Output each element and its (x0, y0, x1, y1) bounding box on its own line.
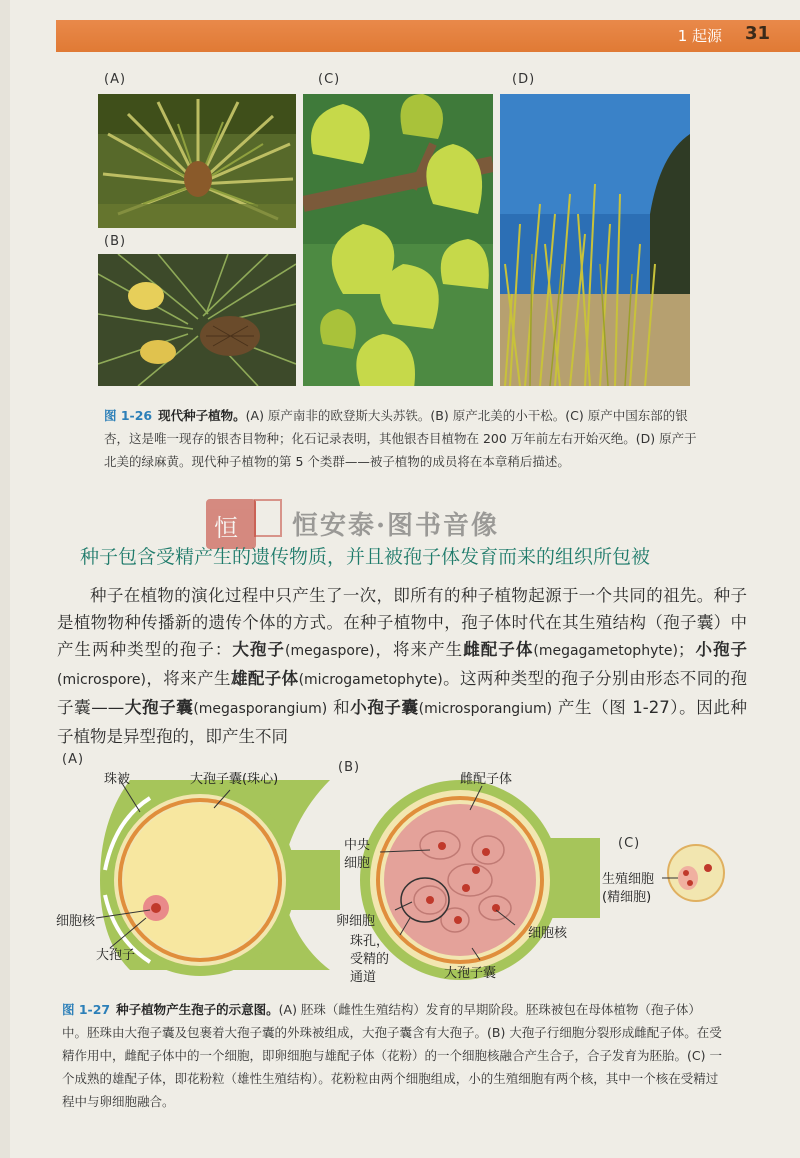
photo-a-label: (A) (104, 72, 127, 87)
term-megasporangium-en: (megasporangium) (193, 701, 328, 717)
photo-ginkgo (303, 94, 493, 386)
term-megaspore-en: (megaspore) (285, 643, 375, 659)
figure-1-26-number: 图 1-26 (104, 408, 153, 423)
body-text-run: ； (677, 640, 695, 659)
term-microspore: 小孢子 (694, 640, 748, 659)
term-microgametophyte: 雄配子体 (230, 669, 299, 688)
photo-c-label: (C) (318, 72, 341, 87)
body-text-run: 产生（图 1-27）。因此种子植物是异型孢的，即产生不同 (57, 698, 748, 746)
term-microspore-en: (microspore) (57, 672, 146, 688)
photo-b-label: (B) (104, 234, 127, 249)
body-paragraph (57, 582, 747, 750)
term-megaspore: 大孢子 (232, 640, 286, 659)
term-microgametophyte-en: (microgametophyte) (298, 672, 443, 688)
term-microsporangium: 小孢子囊 (350, 698, 419, 717)
label-egg-cell: 卵细胞 (336, 914, 376, 929)
photo-pine (98, 254, 296, 386)
label-integument: 珠被 (104, 772, 131, 787)
diagram-c-label: (C) (618, 836, 641, 851)
label-micropyle-3: 通道 (350, 970, 377, 985)
photo-d-label: (D) (512, 72, 536, 87)
ovule-b (360, 780, 600, 980)
diagram-b-label: (B) (338, 760, 361, 775)
term-megagametophyte: 雌配子体 (463, 640, 534, 659)
label-generative-cell-2: (精细胞) (602, 890, 652, 905)
figure-1-27-title: 种子植物产生孢子的示意图。 (116, 1002, 279, 1017)
chapter-title: 1 起源 (677, 27, 722, 45)
label-a-nucleus: 细胞核 (56, 914, 96, 929)
label-megagametophyte: 雌配子体 (460, 772, 513, 787)
section-heading: 种子包含受精产生的遗传物质，并且被孢子体发育而来的组织所包被 (80, 546, 651, 568)
body-text-run: 种子在植物的演化过程中只产生了一次，即所有的种子植物起源于一个共同的祖先。种子是植物物种传播新的遗传个体的方式。在种子植物中，孢子体时代在其生殖结构（孢子囊）中产生两种类型的孢子： (57, 586, 747, 659)
body-text-run: ，将来产生 (145, 669, 231, 688)
label-generative-cell-1: 生殖细胞 (602, 872, 655, 887)
term-megagametophyte-en: (megagametophyte) (533, 643, 678, 659)
pollen-grain-c (662, 845, 724, 901)
body-text-run: 和 (327, 698, 351, 717)
figure-1-27-number: 图 1-27 (62, 1002, 111, 1017)
label-a-megaspore: 大孢子 (96, 948, 136, 963)
watermark-text: 恒安泰·图书音像 (292, 511, 500, 541)
label-b-nucleus: 细胞核 (528, 926, 568, 941)
photo-ephedra (500, 94, 690, 386)
page-number: 31 (744, 23, 770, 44)
photo-cycad (98, 94, 296, 228)
label-micropyle-2: 受精的 (350, 952, 390, 967)
figure-1-27-caption (62, 998, 722, 1113)
running-header (56, 20, 800, 52)
label-central-cell-1: 中央 (344, 838, 371, 853)
figure-1-26-text: (A) 原产南非的欧登斯大头苏铁。(B) 原产北美的小干松。(C) 原产中国东部的银杏，这是唯一现存的银杏目物种；化石记录表明，其他银杏目植物在 200 万年前左右开始灭绝。(D) 原产于北美的绿麻黄。现代种子植物的第 5 个类群——被子植物的成员将在本章稍后描述。 (104, 408, 697, 469)
figure-1-26-title: 现代种子植物。 (158, 408, 246, 423)
diagram-a-label: (A) (62, 752, 85, 767)
term-megasporangium: 大孢子囊 (124, 698, 194, 717)
figure-1-27-text: (A) 胚珠（雌性生殖结构）发育的早期阶段。胚珠被包在母体植物（孢子体）中。胚珠由大孢子囊及包裹着大孢子囊的外珠被组成，大孢子囊含有大孢子。(B) 大孢子行细胞分裂形成雌配子体。在受精作用中，雌配子体中的一个细胞，即卵细胞与雄配子体（花粉）的一个细胞核融合产生合子，合子发育为胚胎。(C) 一个成熟的雄配子体，即花粉粒（雄性生殖结构）。花粉粒由两个细胞组成，小的生殖细胞有两个核，其中一个核在受精过程中与卵细胞融合。 (62, 1002, 722, 1109)
watermark-seal-frame (254, 499, 282, 537)
label-micropyle-1: 珠孔， (350, 934, 390, 949)
term-microsporangium-en: (microsporangium) (418, 701, 553, 717)
body-text-run: ，将来产生 (374, 640, 464, 659)
figure-1-26-caption (104, 404, 704, 473)
label-central-cell-2: 细胞 (344, 856, 371, 871)
label-b-megasporangium: 大孢子囊 (444, 966, 497, 981)
label-megasporangium-nucellus: 大孢子囊(珠心) (190, 772, 279, 787)
body-text-run: 。这两种类型的孢子分别由形态不同的孢子囊—— (57, 669, 748, 717)
watermark-seal-text: 恒 (214, 514, 238, 542)
